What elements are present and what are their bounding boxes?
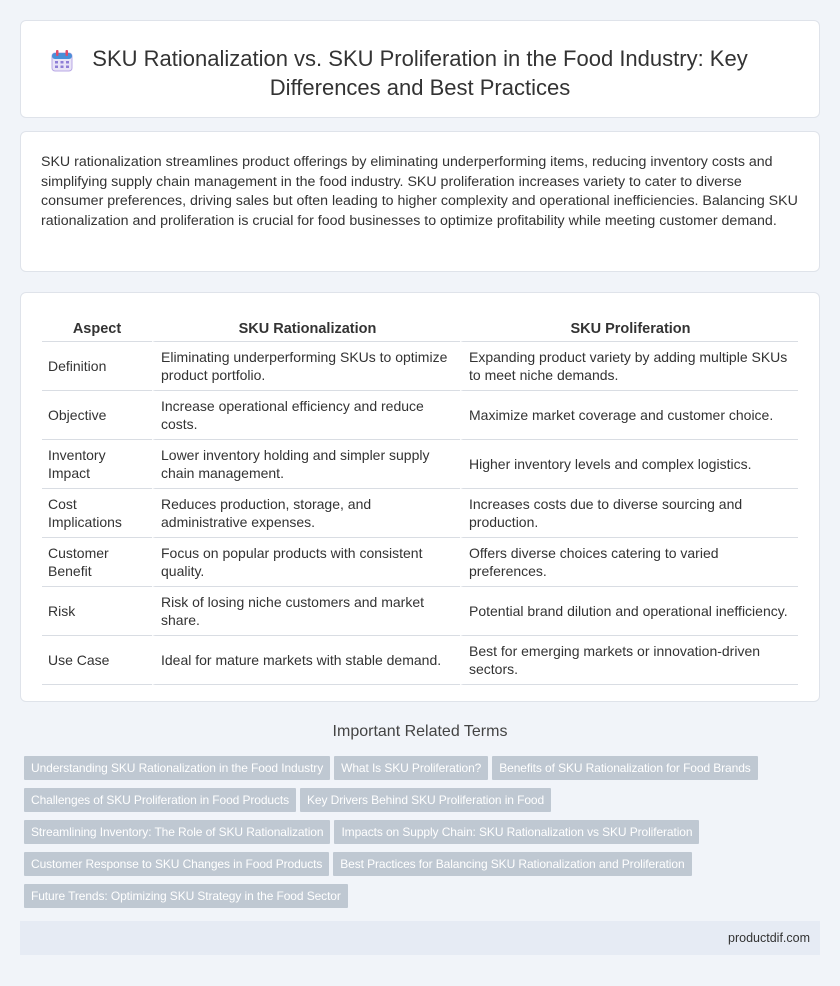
cell-proliferation: Best for emerging markets or innovation-driven sectors.: [460, 636, 798, 685]
table-row: [42, 342, 798, 391]
cell-rationalization: Lower inventory holding and simpler supply chain management.: [152, 440, 460, 489]
cell-rationalization: Reduces production, storage, and administrative expenses.: [152, 489, 460, 538]
related-term-tag[interactable]: Challenges of SKU Proliferation in Food Products: [24, 788, 296, 812]
page-title: SKU Rationalization vs. SKU Proliferation in the Food Industry: Key Differences and Best Practices: [92, 46, 748, 100]
header-card: [20, 20, 820, 118]
cell-rationalization: Risk of losing niche customers and market share.: [152, 587, 460, 636]
tag-row: [24, 788, 824, 820]
table-row: [42, 538, 798, 587]
related-term-tag[interactable]: Key Drivers Behind SKU Proliferation in Food: [300, 788, 551, 812]
cell-aspect: Cost Implications: [42, 489, 152, 538]
cell-proliferation: Increases costs due to diverse sourcing and production.: [460, 489, 798, 538]
table-header-row: [42, 311, 798, 342]
related-term-tag[interactable]: Best Practices for Balancing SKU Rationalization and Proliferation: [333, 852, 691, 876]
cell-aspect: Risk: [42, 587, 152, 636]
related-term-tag[interactable]: Future Trends: Optimizing SKU Strategy in the Food Sector: [24, 884, 348, 908]
cell-proliferation: Potential brand dilution and operational inefficiency.: [460, 587, 798, 636]
tag-row: [24, 756, 824, 788]
cell-aspect: Inventory Impact: [42, 440, 152, 489]
cell-rationalization: Increase operational efficiency and reduce costs.: [152, 391, 460, 440]
related-term-tag[interactable]: What Is SKU Proliferation?: [334, 756, 488, 780]
cell-aspect: Definition: [42, 342, 152, 391]
cell-rationalization: Ideal for mature markets with stable demand.: [152, 636, 460, 685]
related-term-tag[interactable]: Customer Response to SKU Changes in Food Products: [24, 852, 329, 876]
related-terms-list: [24, 756, 824, 916]
cell-aspect: Use Case: [42, 636, 152, 685]
footer-site-link[interactable]: productdif.com: [728, 931, 810, 945]
related-term-tag[interactable]: Benefits of SKU Rationalization for Food Brands: [492, 756, 757, 780]
table-row: [42, 587, 798, 636]
table-row: [42, 391, 798, 440]
related-term-tag[interactable]: Streamlining Inventory: The Role of SKU Rationalization: [24, 820, 330, 844]
cell-aspect: Objective: [42, 391, 152, 440]
cell-proliferation: Higher inventory levels and complex logistics.: [460, 440, 798, 489]
footer: [20, 921, 820, 955]
tag-row: [24, 820, 824, 852]
related-terms-heading: Important Related Terms: [332, 723, 508, 740]
header-sku-proliferation: SKU Proliferation: [460, 311, 798, 342]
comparison-table-card: [20, 292, 820, 702]
cell-proliferation: Expanding product variety by adding multiple SKUs to meet niche demands.: [460, 342, 798, 391]
related-term-tag[interactable]: Impacts on Supply Chain: SKU Rationalization vs SKU Proliferation: [334, 820, 699, 844]
table-row: [42, 489, 798, 538]
cell-proliferation: Offers diverse choices catering to varied preferences.: [460, 538, 798, 587]
tag-row: [24, 884, 824, 916]
table-row: [42, 440, 798, 489]
header-sku-rationalization: SKU Rationalization: [152, 311, 460, 342]
header-aspect: Aspect: [42, 311, 152, 342]
cell-rationalization: Focus on popular products with consistent quality.: [152, 538, 460, 587]
cell-rationalization: Eliminating underperforming SKUs to optimize product portfolio.: [152, 342, 460, 391]
tag-row: [24, 852, 824, 884]
intro-paragraph: SKU rationalization streamlines product offerings by eliminating underperforming items, reducing inventory costs and simplifying supply chain management in the food industry. SKU proliferation increases variety to cater to diverse consumer preferences, driving sales but often leading to higher complexity and operational inefficiencies. Balancing SKU rationalization and proliferation is crucial for food businesses to optimize profitability while meeting customer demand.: [41, 154, 798, 229]
cell-proliferation: Maximize market coverage and customer choice.: [460, 391, 798, 440]
table-row: [42, 636, 798, 685]
comparison-table: [42, 311, 798, 685]
cell-aspect: Customer Benefit: [42, 538, 152, 587]
related-term-tag[interactable]: Understanding SKU Rationalization in the Food Industry: [24, 756, 330, 780]
intro-card: [20, 131, 820, 272]
